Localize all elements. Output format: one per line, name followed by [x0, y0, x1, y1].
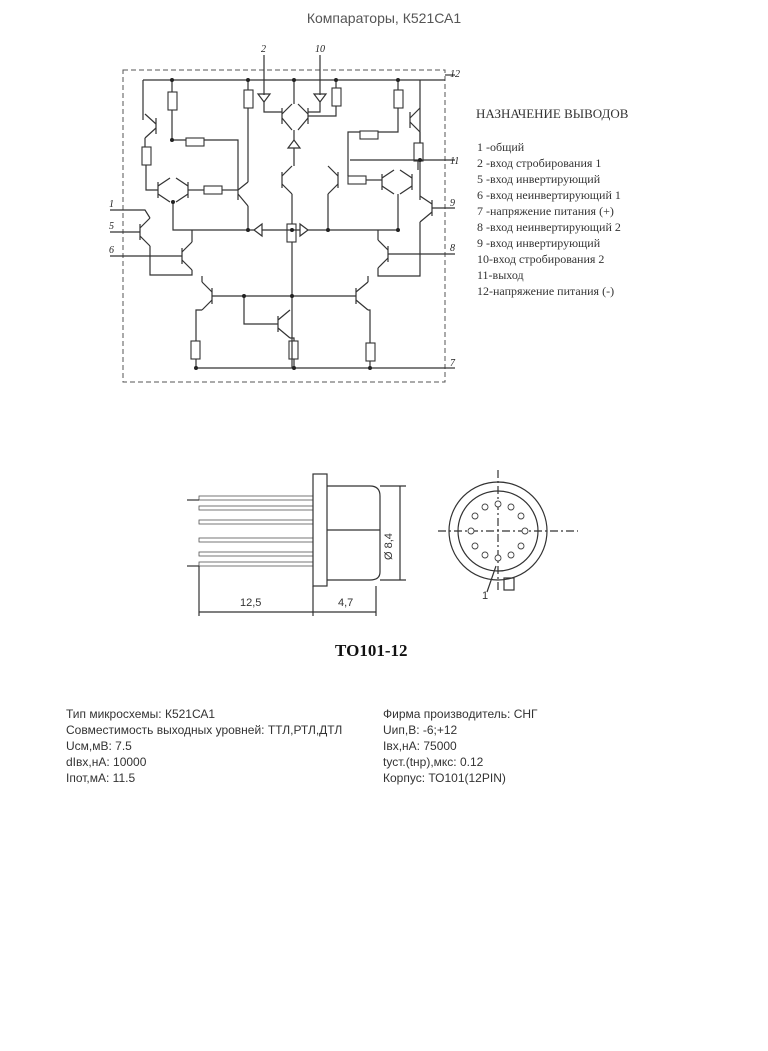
- package-leads: [199, 496, 313, 566]
- pin-label-9: 9: [450, 198, 455, 209]
- package-top-view: [438, 470, 578, 602]
- circuit-schematic: [109, 44, 460, 382]
- spec-input-current: Iвх,нА: 75000: [383, 739, 457, 753]
- pin-item: 8 -вход неинвертирующий 2: [477, 220, 621, 234]
- page-title: Компараторы, К521СА1: [306, 10, 462, 26]
- pin-item: 9 -вход инвертирующий: [477, 236, 601, 250]
- pin-label-5: 5: [109, 221, 114, 232]
- dim-lead-length: 12,5: [240, 597, 262, 609]
- diode: [300, 224, 308, 236]
- pin-label-12: 12: [450, 69, 460, 80]
- pin-label-1: 1: [109, 199, 114, 210]
- pin-item: 1 -общий: [477, 140, 525, 154]
- spec-compatibility: Совместимость выходных уровней: ТТЛ,РТЛ,ДТЛ: [66, 723, 343, 737]
- transistors: [140, 104, 432, 338]
- key-pin-label: 1: [482, 590, 489, 602]
- spec-input-offset-current: dIвх,нА: 10000: [66, 755, 147, 769]
- package-side-view: [187, 474, 406, 616]
- dim-body-height: 4,7: [338, 597, 354, 609]
- resistor: [142, 147, 151, 165]
- resistor: [168, 92, 177, 110]
- resistor: [394, 90, 403, 108]
- pin-item: 7 -напряжение питания (+): [477, 204, 614, 218]
- package-name: ТО101-12: [335, 641, 408, 660]
- diode: [258, 94, 270, 102]
- spec-manufacturer: Фирма производитель: СНГ: [383, 707, 538, 721]
- spec-chip-type: Тип микросхемы: К521СА1: [66, 707, 216, 721]
- pin-item: 5 -вход инвертирующий: [477, 172, 601, 186]
- dim-diameter: Ø 8,4: [383, 533, 395, 560]
- diode: [254, 224, 262, 236]
- pin-label-8: 8: [450, 243, 455, 254]
- pin-item: 11-выход: [477, 268, 524, 282]
- pin-item: 12-напряжение питания (-): [477, 284, 615, 298]
- spec-supply-voltage: Uип,В: -6;+12: [383, 723, 458, 737]
- specs-left-column: [66, 706, 342, 786]
- specs-right-column: [383, 706, 538, 786]
- diode: [314, 94, 326, 102]
- resistor: [366, 343, 375, 361]
- resistor: [244, 90, 253, 108]
- pin-item: 6 -вход неинвертирующий 1: [477, 188, 621, 202]
- pin-item: 2 -вход стробирования 1: [477, 156, 602, 170]
- resistor: [204, 186, 222, 194]
- spec-settling-time: tуст.(tнр),мкс: 0.12: [383, 755, 484, 769]
- pin-list: [477, 139, 621, 299]
- resistor: [360, 131, 378, 139]
- pin-item: 10-вход стробирования 2: [477, 252, 605, 266]
- resistor: [287, 224, 296, 242]
- resistor: [186, 138, 204, 146]
- resistor: [289, 341, 298, 359]
- spec-package: Корпус: ТО101(12PIN): [383, 771, 506, 785]
- spec-supply-current: Iпот,мА: 11.5: [66, 771, 136, 785]
- pin-label-10: 10: [315, 44, 325, 55]
- resistor: [414, 143, 423, 161]
- package-cap: [327, 486, 380, 580]
- resistor: [332, 88, 341, 106]
- resistor: [191, 341, 200, 359]
- pin-label-6: 6: [109, 245, 114, 256]
- spec-offset-voltage: Uсм,мВ: 7.5: [66, 739, 132, 753]
- chip-boundary: [123, 70, 445, 382]
- pins-heading: НАЗНАЧЕНИЕ ВЫВОДОВ: [476, 106, 629, 121]
- package-flange: [313, 474, 327, 586]
- pin-label-7: 7: [450, 358, 455, 369]
- resistor: [348, 176, 366, 184]
- pin-label-2: 2: [261, 44, 266, 55]
- diode: [288, 140, 300, 148]
- pin-label-11: 11: [450, 156, 460, 167]
